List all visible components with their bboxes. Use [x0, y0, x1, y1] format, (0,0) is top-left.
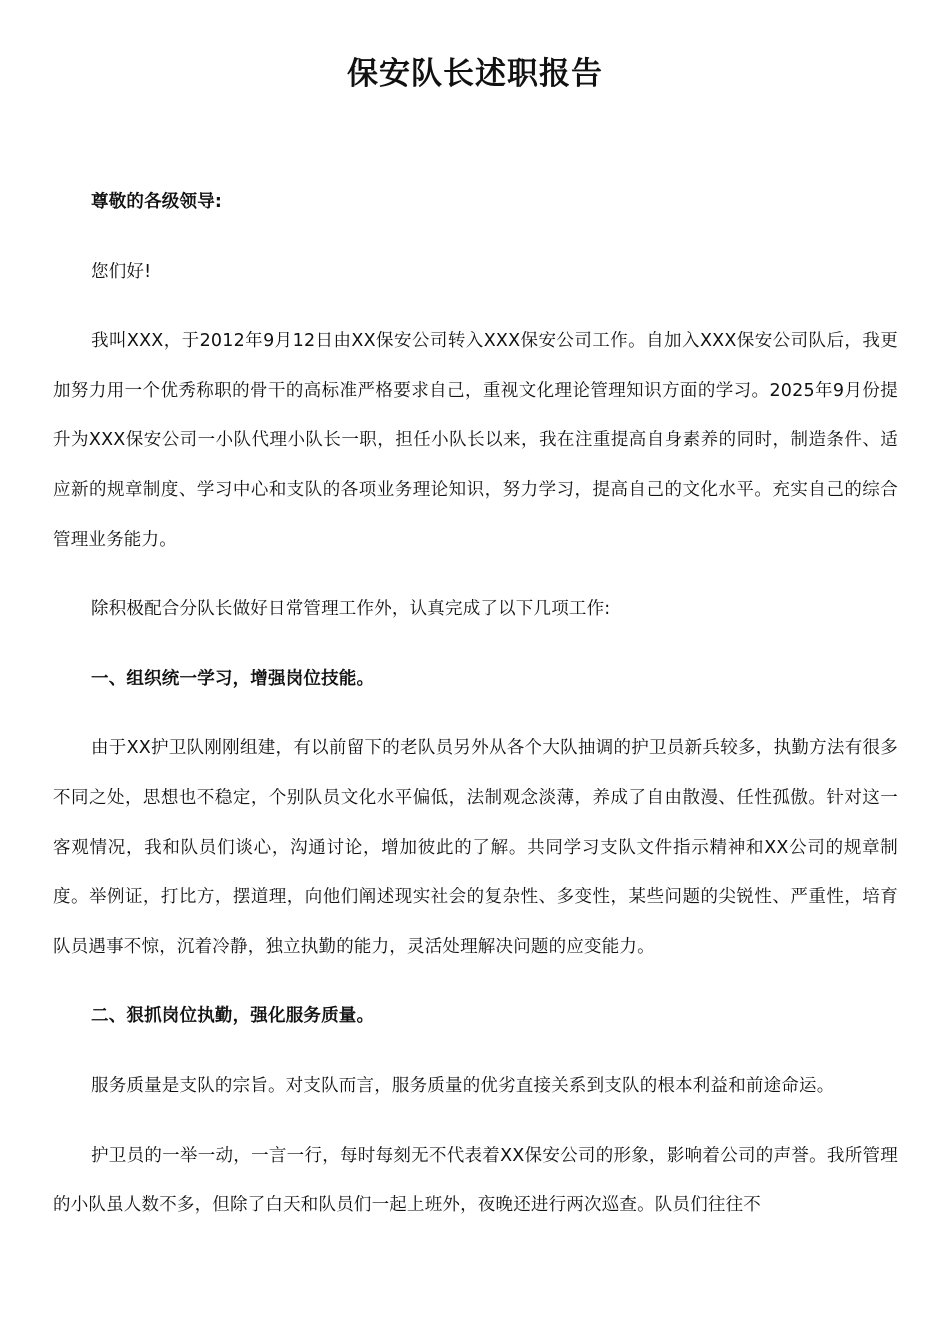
document-title: 保安队长述职报告: [347, 56, 603, 92]
summary-paragraph: 除积极配合分队长做好日常管理工作外，认真完成了以下几项工作:: [91, 599, 611, 620]
section-2-paragraph-1: 服务质量是支队的宗旨。对支队而言，服务质量的优劣直接关系到支队的根本利益和前途命运。: [91, 1075, 835, 1096]
section-heading-1: 一、组织统一学习，增强岗位技能。: [91, 668, 375, 689]
section-2-paragraph-2: 护卫员的一举一动，一言一行，每时每刻无不代表着XX保安公司的形象，影响着公司的声誉。我所管理的小队虽人数不多，但除了白天和队员们一起上班外，夜晚还进行两次巡查。队员们往往不: [53, 1145, 898, 1216]
section-heading-2: 二、狠抓岗位执勤，强化服务质量。: [91, 1006, 375, 1027]
greeting: 您们好!: [91, 261, 152, 282]
salutation: 尊敬的各级领导:: [91, 192, 223, 212]
document-body: [53, 178, 898, 1251]
intro-paragraph: 我叫XXX，于2012年9月12日由XX保安公司转入XXX保安公司工作。自加入XXX保安公司队后，我更加努力用一个优秀称职的骨干的高标准严格要求自己，重视文化理论管理知识方面的学习。2025年9月份提升为XXX保安公司一小队代理小队长一职，担任小队长以来，我在注重提高自身素养的同时，制造条件、适应新的规章制度、学习中心和支队的各项业务理论知识，努力学习，提高自己的文化水平。充实自己的综合管理业务能力。: [53, 331, 898, 550]
section-1-paragraph: 由于XX护卫队刚刚组建，有以前留下的老队员另外从各个大队抽调的护卫员新兵较多，执勤方法有很多不同之处，思想也不稳定，个别队员文化水平偏低，法制观念淡薄，养成了自由散漫、任性孤傲。针对这一客观情况，我和队员们谈心，沟通讨论，增加彼此的了解。共同学习支队文件指示精神和XX公司的规章制度。举例证，打比方，摆道理，向他们阐述现实社会的复杂性、多变性，某些问题的尖锐性、严重性，培育队员遇事不惊，沉着冷静，独立执勤的能力，灵活处理解决问题的应变能力。: [53, 738, 898, 957]
